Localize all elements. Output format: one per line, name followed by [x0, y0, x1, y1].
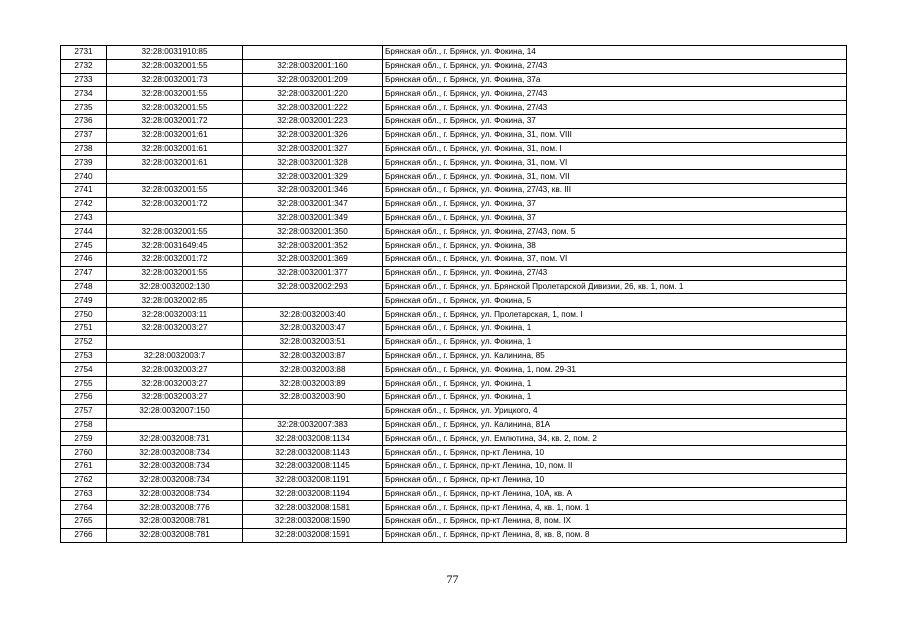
row-number-cell: 2731	[61, 46, 107, 60]
object-cadastral-number-cell: 32:28:0032003:88	[243, 363, 383, 377]
table-row	[61, 211, 847, 225]
table-row	[61, 142, 847, 156]
parcel-cadastral-number-cell: 32:28:0032001:72	[107, 197, 243, 211]
parcel-cadastral-number-cell: 32:28:0032008:731	[107, 432, 243, 446]
row-number-cell: 2740	[61, 170, 107, 184]
parcel-cadastral-number-cell: 32:28:0032003:11	[107, 308, 243, 322]
row-number-cell: 2755	[61, 377, 107, 391]
parcel-cadastral-number-cell: 32:28:0032001:73	[107, 73, 243, 87]
table-row	[61, 101, 847, 115]
object-cadastral-number-cell: 32:28:0032008:1581	[243, 501, 383, 515]
table-row	[61, 252, 847, 266]
row-number-cell: 2738	[61, 142, 107, 156]
table-row	[61, 418, 847, 432]
object-cadastral-number-cell: 32:28:0032001:326	[243, 128, 383, 142]
object-cadastral-number-cell: 32:28:0032008:1591	[243, 528, 383, 542]
table-row	[61, 404, 847, 418]
address-cell: Брянская обл., г. Брянск, ул. Фокина, 14	[383, 46, 847, 60]
parcel-cadastral-number-cell: 32:28:0032003:7	[107, 349, 243, 363]
address-cell: Брянская обл., г. Брянск, пр-кт Ленина, 10	[383, 446, 847, 460]
address-cell: Брянская обл., г. Брянск, ул. Фокина, 37а	[383, 73, 847, 87]
table-row	[61, 280, 847, 294]
parcel-cadastral-number-cell: 32:28:0031649:45	[107, 239, 243, 253]
object-cadastral-number-cell: 32:28:0032001:327	[243, 142, 383, 156]
row-number-cell: 2745	[61, 239, 107, 253]
parcel-cadastral-number-cell: 32:28:0032001:61	[107, 142, 243, 156]
address-cell: Брянская обл., г. Брянск, ул. Калинина, 81А	[383, 418, 847, 432]
object-cadastral-number-cell: 32:28:0032001:222	[243, 101, 383, 115]
address-cell: Брянская обл., г. Брянск, ул. Фокина, 37	[383, 211, 847, 225]
parcel-cadastral-number-cell	[107, 418, 243, 432]
object-cadastral-number-cell: 32:28:0032008:1145	[243, 459, 383, 473]
table-row	[61, 156, 847, 170]
row-number-cell: 2732	[61, 59, 107, 73]
address-cell: Брянская обл., г. Брянск, ул. Фокина, 1	[383, 377, 847, 391]
address-cell: Брянская обл., г. Брянск, пр-кт Ленина, 10А, кв. А	[383, 487, 847, 501]
parcel-cadastral-number-cell: 32:28:0032003:27	[107, 377, 243, 391]
table-row	[61, 377, 847, 391]
address-cell: Брянская обл., г. Брянск, ул. Фокина, 27/43, кв. III	[383, 183, 847, 197]
address-cell: Брянская обл., г. Брянск, ул. Фокина, 31, пом. VI	[383, 156, 847, 170]
address-cell: Брянская обл., г. Брянск, ул. Фокина, 37, пом. VI	[383, 252, 847, 266]
address-cell: Брянская обл., г. Брянск, ул. Фокина, 31, пом. VII	[383, 170, 847, 184]
address-cell: Брянская обл., г. Брянск, ул. Емлютина, 34, кв. 2, пом. 2	[383, 432, 847, 446]
row-number-cell: 2736	[61, 114, 107, 128]
object-cadastral-number-cell: 32:28:0032001:347	[243, 197, 383, 211]
object-cadastral-number-cell: 32:28:0032001:349	[243, 211, 383, 225]
parcel-cadastral-number-cell	[107, 170, 243, 184]
parcel-cadastral-number-cell: 32:28:0032002:85	[107, 294, 243, 308]
object-cadastral-number-cell: 32:28:0032003:51	[243, 335, 383, 349]
address-cell: Брянская обл., г. Брянск, пр-кт Ленина, 4, кв. 1, пом. 1	[383, 501, 847, 515]
table-row	[61, 487, 847, 501]
row-number-cell: 2765	[61, 515, 107, 529]
address-cell: Брянская обл., г. Брянск, ул. Фокина, 31, пом. VIII	[383, 128, 847, 142]
table-row	[61, 459, 847, 473]
address-cell: Брянская обл., г. Брянск, ул. Калинина, 85	[383, 349, 847, 363]
row-number-cell: 2749	[61, 294, 107, 308]
address-cell: Брянская обл., г. Брянск, ул. Фокина, 1	[383, 321, 847, 335]
object-cadastral-number-cell: 32:28:0032001:329	[243, 170, 383, 184]
parcel-cadastral-number-cell: 32:28:0032001:55	[107, 183, 243, 197]
object-cadastral-number-cell: 32:28:0032001:209	[243, 73, 383, 87]
address-cell: Брянская обл., г. Брянск, ул. Фокина, 27/43	[383, 266, 847, 280]
row-number-cell: 2754	[61, 363, 107, 377]
parcel-cadastral-number-cell: 32:28:0032008:734	[107, 459, 243, 473]
parcel-cadastral-number-cell	[107, 335, 243, 349]
table-row	[61, 225, 847, 239]
row-number-cell: 2764	[61, 501, 107, 515]
row-number-cell: 2739	[61, 156, 107, 170]
address-cell: Брянская обл., г. Брянск, пр-кт Ленина, 10, пом. II	[383, 459, 847, 473]
parcel-cadastral-number-cell: 32:28:0032001:61	[107, 128, 243, 142]
table-row	[61, 432, 847, 446]
row-number-cell: 2761	[61, 459, 107, 473]
table-row	[61, 294, 847, 308]
address-cell: Брянская обл., г. Брянск, ул. Фокина, 38	[383, 239, 847, 253]
object-cadastral-number-cell	[243, 294, 383, 308]
address-cell: Брянская обл., г. Брянск, ул. Фокина, 27/43, пом. 5	[383, 225, 847, 239]
object-cadastral-number-cell: 32:28:0032001:220	[243, 87, 383, 101]
table-row	[61, 473, 847, 487]
address-cell: Брянская обл., г. Брянск, ул. Брянской Пролетарской Дивизии, 26, кв. 1, пом. 1	[383, 280, 847, 294]
table-row	[61, 515, 847, 529]
parcel-cadastral-number-cell: 32:28:0032001:55	[107, 87, 243, 101]
table-row	[61, 59, 847, 73]
register-table-body	[61, 46, 847, 543]
object-cadastral-number-cell	[243, 404, 383, 418]
table-row	[61, 335, 847, 349]
parcel-cadastral-number-cell: 32:28:0032002:130	[107, 280, 243, 294]
address-cell: Брянская обл., г. Брянск, ул. Фокина, 37	[383, 197, 847, 211]
parcel-cadastral-number-cell: 32:28:0032008:734	[107, 487, 243, 501]
object-cadastral-number-cell: 32:28:0032003:47	[243, 321, 383, 335]
row-number-cell: 2737	[61, 128, 107, 142]
table-row	[61, 128, 847, 142]
row-number-cell: 2766	[61, 528, 107, 542]
address-cell: Брянская обл., г. Брянск, ул. Фокина, 1, пом. 29-31	[383, 363, 847, 377]
row-number-cell: 2744	[61, 225, 107, 239]
table-row	[61, 239, 847, 253]
parcel-cadastral-number-cell: 32:28:0032001:55	[107, 225, 243, 239]
object-cadastral-number-cell: 32:28:0032008:1191	[243, 473, 383, 487]
parcel-cadastral-number-cell: 32:28:0032008:734	[107, 446, 243, 460]
address-cell: Брянская обл., г. Брянск, ул. Фокина, 5	[383, 294, 847, 308]
parcel-cadastral-number-cell: 32:28:0032001:72	[107, 114, 243, 128]
address-cell: Брянская обл., г. Брянск, пр-кт Ленина, 8, кв. 8, пом. 8	[383, 528, 847, 542]
table-row	[61, 349, 847, 363]
address-cell: Брянская обл., г. Брянск, ул. Фокина, 31, пом. I	[383, 142, 847, 156]
address-cell: Брянская обл., г. Брянск, пр-кт Ленина, 10	[383, 473, 847, 487]
row-number-cell: 2742	[61, 197, 107, 211]
row-number-cell: 2759	[61, 432, 107, 446]
table-row	[61, 363, 847, 377]
object-cadastral-number-cell: 32:28:0032008:1590	[243, 515, 383, 529]
address-cell: Брянская обл., г. Брянск, ул. Фокина, 1	[383, 335, 847, 349]
parcel-cadastral-number-cell: 32:28:0031910:85	[107, 46, 243, 60]
address-cell: Брянская обл., г. Брянск, ул. Фокина, 37	[383, 114, 847, 128]
table-row	[61, 46, 847, 60]
table-row	[61, 308, 847, 322]
parcel-cadastral-number-cell: 32:28:0032008:781	[107, 528, 243, 542]
table-row	[61, 528, 847, 542]
row-number-cell: 2735	[61, 101, 107, 115]
table-row	[61, 114, 847, 128]
row-number-cell: 2741	[61, 183, 107, 197]
parcel-cadastral-number-cell: 32:28:0032001:72	[107, 252, 243, 266]
row-number-cell: 2734	[61, 87, 107, 101]
address-cell: Брянская обл., г. Брянск, ул. Урицкого, 4	[383, 404, 847, 418]
row-number-cell: 2760	[61, 446, 107, 460]
table-row	[61, 266, 847, 280]
row-number-cell: 2747	[61, 266, 107, 280]
parcel-cadastral-number-cell: 32:28:0032008:776	[107, 501, 243, 515]
object-cadastral-number-cell: 32:28:0032003:40	[243, 308, 383, 322]
object-cadastral-number-cell: 32:28:0032008:1143	[243, 446, 383, 460]
object-cadastral-number-cell	[243, 46, 383, 60]
row-number-cell: 2752	[61, 335, 107, 349]
row-number-cell: 2763	[61, 487, 107, 501]
object-cadastral-number-cell: 32:28:0032007:383	[243, 418, 383, 432]
object-cadastral-number-cell: 32:28:0032001:350	[243, 225, 383, 239]
table-row	[61, 501, 847, 515]
table-row	[61, 170, 847, 184]
row-number-cell: 2762	[61, 473, 107, 487]
table-row	[61, 197, 847, 211]
address-cell: Брянская обл., г. Брянск, ул. Пролетарская, 1, пом. I	[383, 308, 847, 322]
row-number-cell: 2746	[61, 252, 107, 266]
row-number-cell: 2756	[61, 390, 107, 404]
address-cell: Брянская обл., г. Брянск, ул. Фокина, 27/43	[383, 101, 847, 115]
parcel-cadastral-number-cell: 32:28:0032003:27	[107, 390, 243, 404]
address-cell: Брянская обл., г. Брянск, ул. Фокина, 1	[383, 390, 847, 404]
table-row	[61, 183, 847, 197]
table-row	[61, 446, 847, 460]
address-cell: Брянская обл., г. Брянск, пр-кт Ленина, 8, пом. IX	[383, 515, 847, 529]
object-cadastral-number-cell: 32:28:0032003:89	[243, 377, 383, 391]
parcel-cadastral-number-cell: 32:28:0032008:734	[107, 473, 243, 487]
object-cadastral-number-cell: 32:28:0032001:160	[243, 59, 383, 73]
table-row	[61, 73, 847, 87]
object-cadastral-number-cell: 32:28:0032003:87	[243, 349, 383, 363]
address-cell: Брянская обл., г. Брянск, ул. Фокина, 27/43	[383, 59, 847, 73]
parcel-cadastral-number-cell: 32:28:0032008:781	[107, 515, 243, 529]
object-cadastral-number-cell: 32:28:0032001:346	[243, 183, 383, 197]
parcel-cadastral-number-cell: 32:28:0032001:61	[107, 156, 243, 170]
object-cadastral-number-cell: 32:28:0032001:377	[243, 266, 383, 280]
object-cadastral-number-cell: 32:28:0032001:369	[243, 252, 383, 266]
row-number-cell: 2753	[61, 349, 107, 363]
row-number-cell: 2733	[61, 73, 107, 87]
object-cadastral-number-cell: 32:28:0032001:328	[243, 156, 383, 170]
parcel-cadastral-number-cell: 32:28:0032007:150	[107, 404, 243, 418]
table-row	[61, 321, 847, 335]
parcel-cadastral-number-cell: 32:28:0032001:55	[107, 101, 243, 115]
row-number-cell: 2751	[61, 321, 107, 335]
object-cadastral-number-cell: 32:28:0032008:1194	[243, 487, 383, 501]
row-number-cell: 2750	[61, 308, 107, 322]
row-number-cell: 2748	[61, 280, 107, 294]
parcel-cadastral-number-cell: 32:28:0032001:55	[107, 59, 243, 73]
parcel-cadastral-number-cell: 32:28:0032003:27	[107, 321, 243, 335]
object-cadastral-number-cell: 32:28:0032008:1134	[243, 432, 383, 446]
object-cadastral-number-cell: 32:28:0032002:293	[243, 280, 383, 294]
row-number-cell: 2757	[61, 404, 107, 418]
table-row	[61, 87, 847, 101]
row-number-cell: 2758	[61, 418, 107, 432]
object-cadastral-number-cell: 32:28:0032003:90	[243, 390, 383, 404]
object-cadastral-number-cell: 32:28:0032001:223	[243, 114, 383, 128]
table-row	[61, 390, 847, 404]
row-number-cell: 2743	[61, 211, 107, 225]
parcel-cadastral-number-cell: 32:28:0032003:27	[107, 363, 243, 377]
parcel-cadastral-number-cell	[107, 211, 243, 225]
object-cadastral-number-cell: 32:28:0032001:352	[243, 239, 383, 253]
address-cell: Брянская обл., г. Брянск, ул. Фокина, 27/43	[383, 87, 847, 101]
property-register-table	[60, 45, 847, 543]
parcel-cadastral-number-cell: 32:28:0032001:55	[107, 266, 243, 280]
page-number: 77	[446, 572, 459, 586]
